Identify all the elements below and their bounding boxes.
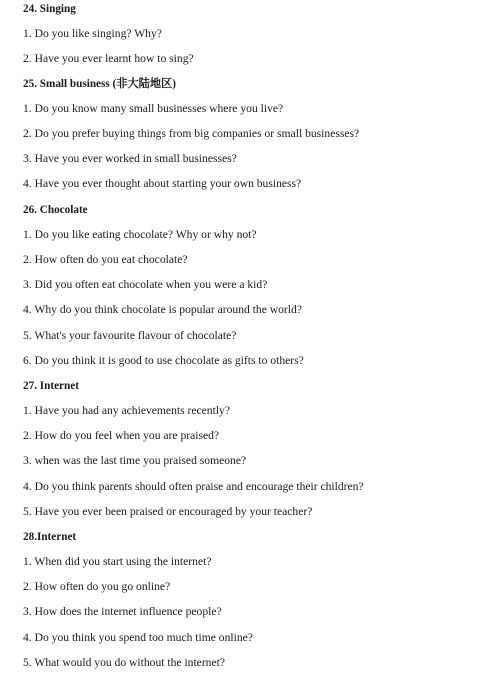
question-item: 1. Do you like eating chocolate? Why or why not? [23, 228, 257, 241]
question-item: 2. How often do you go online? [23, 580, 171, 593]
question-item: 1. Have you had any achievements recently? [23, 404, 230, 417]
question-item: 2. How do you feel when you are praised? [23, 429, 220, 442]
question-item: 1. Do you like singing? Why? [23, 27, 162, 40]
question-item: 2. Have you ever learnt how to sing? [23, 52, 194, 65]
question-item: 4. Do you think parents should often praise and encourage their children? [23, 480, 364, 493]
question-item: 3. Have you ever worked in small businesses? [23, 152, 237, 165]
question-item: 5. What would you do without the internet? [23, 656, 225, 669]
question-item: 1. When did you start using the internet? [23, 555, 212, 568]
question-item: 1. Do you know many small businesses where you live? [23, 102, 284, 115]
section-heading-small-business: 25. Small business (非大陆地区) [23, 78, 176, 90]
question-item: 3. How does the internet influence people? [23, 605, 222, 618]
section-heading-chocolate: 26. Chocolate [23, 204, 88, 216]
question-item: 5. What's your favourite flavour of chocolate? [23, 329, 237, 342]
section-heading-singing: 24. Singing [23, 3, 76, 15]
question-item: 4. Have you ever thought about starting your own business? [23, 177, 302, 190]
question-item: 4. Why do you think chocolate is popular around the world? [23, 303, 302, 316]
section-heading-internet-28: 28.Internet [23, 531, 77, 543]
question-item: 2. How often do you eat chocolate? [23, 253, 188, 266]
question-item: 2. Do you prefer buying things from big companies or small businesses? [23, 127, 360, 140]
question-item: 4. Do you think you spend too much time online? [23, 631, 253, 644]
question-item: 6. Do you think it is good to use chocolate as gifts to others? [23, 354, 304, 367]
question-item: 3. Did you often eat chocolate when you were a kid? [23, 278, 268, 291]
section-heading-internet-27: 27. Internet [23, 380, 79, 392]
question-item: 5. Have you ever been praised or encouraged by your teacher? [23, 505, 313, 518]
question-item: 3. when was the last time you praised someone? [23, 454, 247, 467]
